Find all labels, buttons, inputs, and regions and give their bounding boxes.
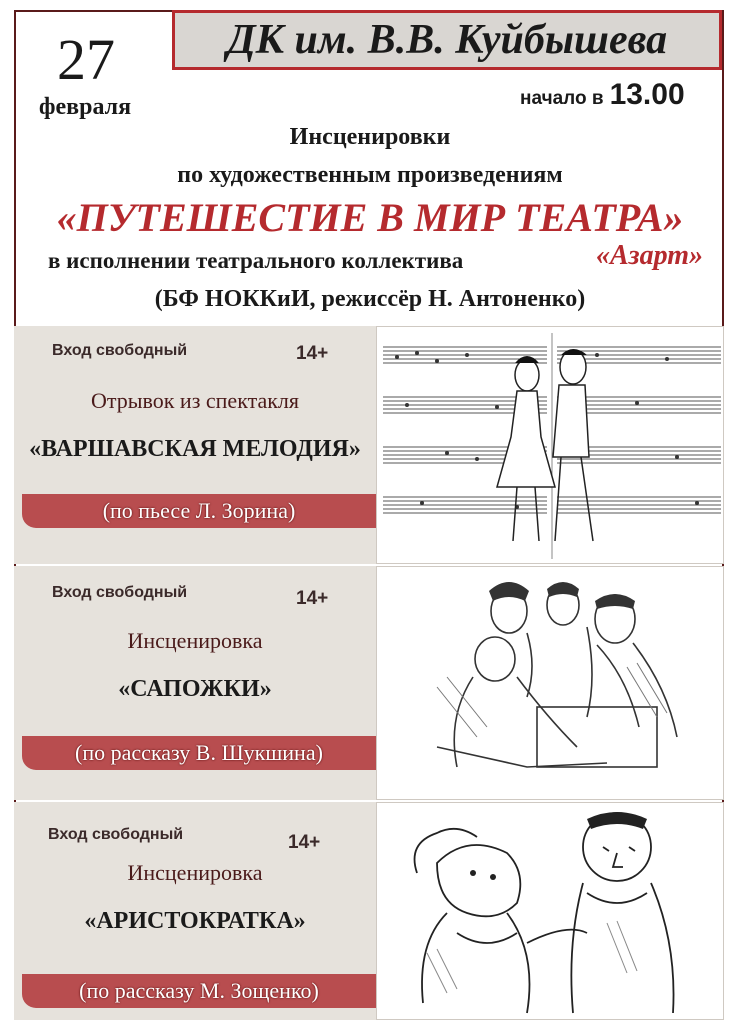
entry-label: Вход свободный xyxy=(48,826,184,843)
start-label: начало в xyxy=(520,88,604,109)
start-time-line xyxy=(520,78,685,112)
show-source: (по рассказу В. Шукшина) xyxy=(75,740,323,765)
entry-label: Вход свободный xyxy=(52,584,188,601)
show-type: Отрывок из спектакля xyxy=(90,388,300,413)
show-title: «ВАРШАВСКАЯ МЕЛОДИЯ» xyxy=(29,436,361,462)
couple-sheet-music-sketch xyxy=(376,326,724,564)
group-shop-sketch xyxy=(376,566,724,800)
intro-line-5: (БФ НОККиИ, режиссёр Н. Антоненко) xyxy=(154,286,586,312)
show-type: Инсценировка xyxy=(127,860,263,885)
show-title: «АРИСТОКРАТКА» xyxy=(84,908,306,934)
program-title: «ПУТЕШЕСТИЕ В МИР ТЕАТРА» xyxy=(56,195,684,240)
group-name: «Азарт» xyxy=(596,240,704,271)
show-title: «САПОЖКИ» xyxy=(118,676,272,702)
age-rating: 14+ xyxy=(296,588,329,609)
intro-line-2: по художественным произведениям xyxy=(177,162,563,188)
show-source: (по рассказу М. Зощенко) xyxy=(79,978,319,1003)
lady-and-man-caricature xyxy=(376,802,724,1020)
intro-line-4: в исполнении театрального коллектива xyxy=(48,248,464,273)
date-month: февраля xyxy=(38,94,132,120)
show-source: (по пьесе Л. Зорина) xyxy=(102,498,296,523)
entry-label: Вход свободный xyxy=(52,342,188,359)
start-time: 13.00 xyxy=(609,78,685,111)
age-rating: 14+ xyxy=(288,832,321,853)
intro-line-1: Инсценировки xyxy=(289,124,451,150)
date-day: 27 xyxy=(57,27,115,92)
show-type: Инсценировка xyxy=(127,628,263,653)
age-rating: 14+ xyxy=(296,343,329,364)
venue-title: ДК им. В.В. Куйбышева xyxy=(226,17,668,63)
